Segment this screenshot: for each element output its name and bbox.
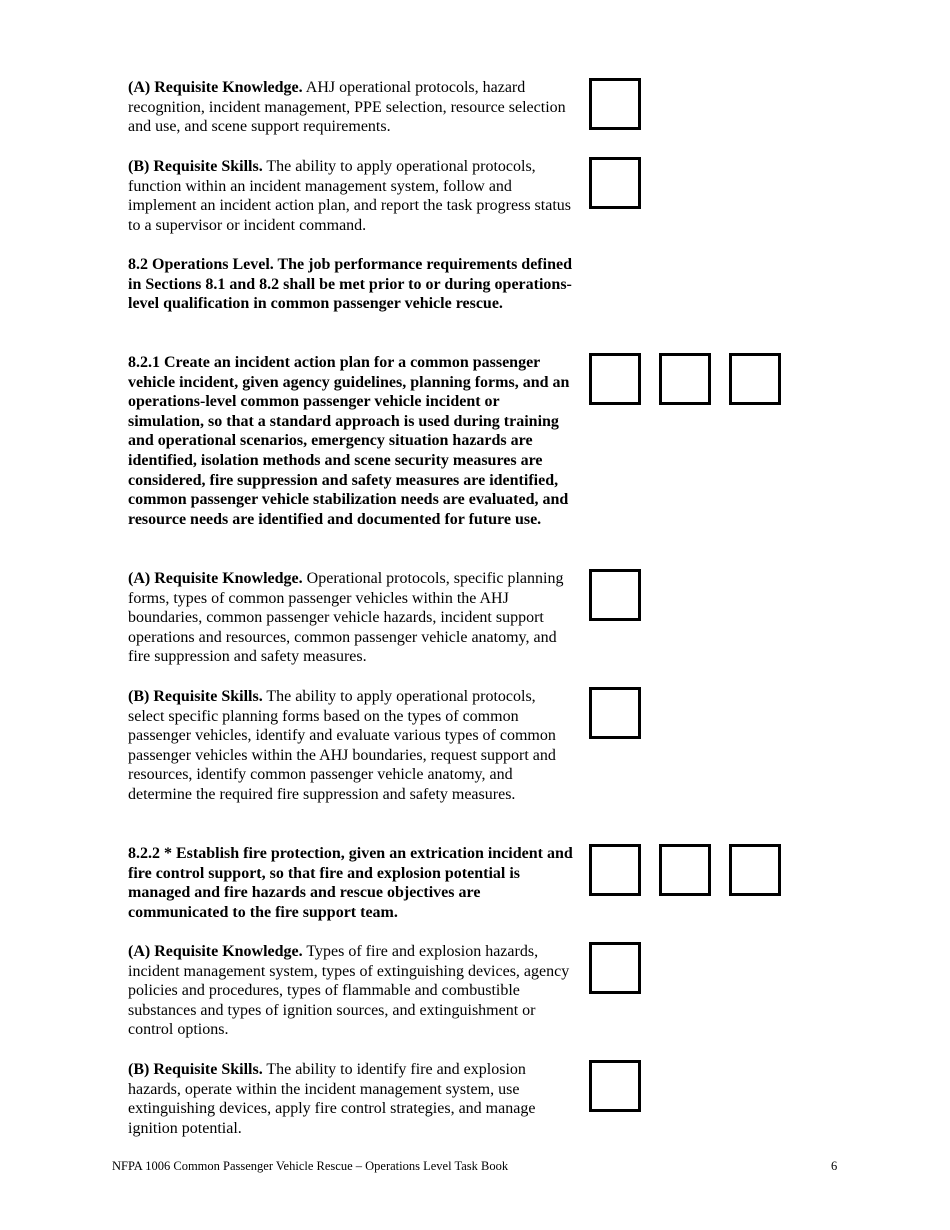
paragraph-label: (A) Requisite Knowledge. bbox=[128, 79, 303, 96]
paragraph-label: (B) Requisite Skills. bbox=[128, 688, 263, 705]
paragraph-label: (A) Requisite Knowledge. bbox=[128, 570, 303, 587]
paragraph-label: (B) Requisite Skills. bbox=[128, 1061, 263, 1078]
signoff-checkbox[interactable] bbox=[589, 1060, 641, 1112]
paragraph-text: Operational protocols, specific planning forms, types of common passenger vehicles within the AHJ boundaries, common passenger vehicle hazards, incident support operations and resources, common passenger vehicle anatomy, and fire suppression and safety measures. bbox=[128, 570, 564, 666]
requirement-paragraph bbox=[128, 569, 573, 667]
page-number: 6 bbox=[831, 1159, 838, 1173]
paragraph-text: The ability to apply operational protocols, function within an incident management system, follow and implement an incident action plan, and report the task progress status to a supervisor or incident command. bbox=[128, 158, 571, 234]
signoff-checkbox[interactable] bbox=[589, 844, 641, 896]
requirement-paragraph bbox=[128, 687, 573, 805]
signoff-checkbox[interactable] bbox=[589, 353, 641, 405]
jpr-paragraph: 8.2.1 Create an incident action plan for a common passenger vehicle incident, given agency guidelines, planning forms, and an operations-level common passenger vehicle incident or simulation, so that a standard approach is used during training and operational scenarios, emergency situation hazards are identified, isolation methods and scene security measures are considered, fire suppression and safety measures are identified, common passenger vehicle stabilization needs are evaluated, and resource needs are identified and documented for future use. bbox=[128, 354, 570, 528]
paragraph-label: (A) Requisite Knowledge. bbox=[128, 943, 303, 960]
section-heading: 8.2 Operations Level. The job performance requirements defined in Sections 8.1 and 8.2 shall be met prior to or during operations-level qualification in common passenger vehicle rescue. bbox=[128, 256, 572, 313]
signoff-checkbox[interactable] bbox=[729, 353, 781, 405]
signoff-checkbox[interactable] bbox=[589, 942, 641, 994]
requirement-paragraph bbox=[128, 1060, 573, 1138]
signoff-checkbox[interactable] bbox=[589, 687, 641, 739]
signoff-checkbox[interactable] bbox=[589, 78, 641, 130]
paragraph-text: Types of fire and explosion hazards, incident management system, types of extinguishing devices, agency policies and procedures, types of flammable and combustible substances and types of ignition sources, and extinguishment or control options. bbox=[128, 943, 570, 1039]
footer-title: NFPA 1006 Common Passenger Vehicle Rescue – Operations Level Task Book bbox=[112, 1159, 509, 1173]
paragraph-label: (B) Requisite Skills. bbox=[128, 158, 263, 175]
signoff-checkbox[interactable] bbox=[659, 844, 711, 896]
signoff-checkbox[interactable] bbox=[589, 569, 641, 621]
requirement-paragraph bbox=[128, 157, 573, 235]
paragraph-text: AHJ operational protocols, hazard recognition, incident management, PPE selection, resource selection and use, and scene support requirements. bbox=[128, 79, 566, 136]
requirement-paragraph bbox=[128, 942, 573, 1040]
paragraph-text: The ability to apply operational protocols, select specific planning forms based on the types of common passenger vehicles, identify and evaluate various types of common passenger vehicles within the AHJ boundaries, request support and resources, identify common passenger vehicle anatomy, and determine the required fire suppression and safety measures. bbox=[128, 688, 556, 803]
paragraph-text: The ability to identify fire and explosion hazards, operate within the incident management system, use extinguishing devices, apply fire control strategies, and manage ignition potential. bbox=[128, 1061, 536, 1137]
signoff-checkbox[interactable] bbox=[729, 844, 781, 896]
signoff-checkbox[interactable] bbox=[659, 353, 711, 405]
requirement-paragraph bbox=[128, 78, 573, 137]
signoff-checkbox[interactable] bbox=[589, 157, 641, 209]
jpr-paragraph: 8.2.2 * Establish fire protection, given an extrication incident and fire control support, so that fire and explosion potential is managed and fire hazards and rescue objectives are communicated to the fire support team. bbox=[128, 845, 573, 921]
